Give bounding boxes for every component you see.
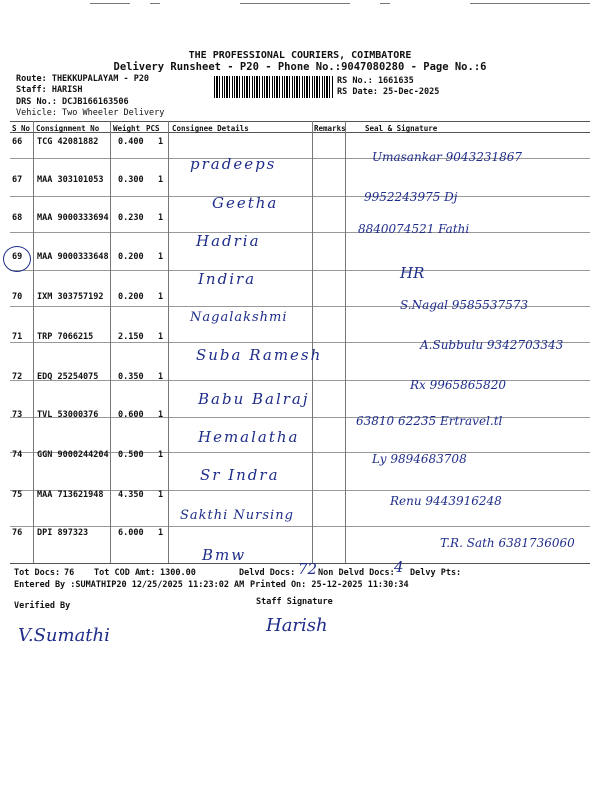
row-sno: 69 [12,252,23,262]
consignee-signature: Sr Indra [200,466,280,484]
row-pcs: 1 [158,137,164,147]
row-consignment: GGN 9000244204 [37,450,109,460]
seal-signature: 63810 62235 Ertravel.tl [356,414,503,428]
row-weight: 0.500 [118,450,144,460]
row-weight: 0.200 [118,292,144,302]
row-weight: 6.000 [118,528,144,538]
row-sno: 68 [12,213,23,223]
col-remarks: Remarks [314,124,346,133]
entered-by: Entered By :SUMATHIP20 12/25/2025 11:23:02 AM [14,580,245,590]
row-pcs: 1 [158,332,164,342]
row-weight: 2.150 [118,332,144,342]
row-consignment: MAA 9000333694 [37,213,109,223]
consignee-signature: Geetha [212,194,279,212]
seal-signature: 9952243975 Dj [364,190,458,204]
route-label: Route: THEKKUPALAYAM - P20 [16,74,150,84]
runsheet-subtitle: Delivery Runsheet - P20 - Phone No.:9047080280 - Page No.:6 [113,61,487,73]
row-sno: 76 [12,528,23,538]
seal-signature: 8840074521 Fathi [358,222,470,236]
tot-cod-value: 1300.00 [160,568,196,578]
row-sno: 74 [12,450,23,460]
row-weight: 4.350 [118,490,144,500]
rs-number: RS No.: 1661635 [337,76,414,86]
tot-docs-label: Tot Docs: [14,568,61,578]
seal-signature: Umasankar 9043231867 [372,150,523,164]
col-weight: Weight [113,124,141,133]
row-pcs: 1 [158,252,164,262]
consignee-signature: Hemalatha [198,428,300,446]
row-weight: 0.600 [118,410,144,420]
row-pcs: 1 [158,372,164,382]
row-sno: 72 [12,372,23,382]
barcode-image [214,76,334,98]
seal-signature: S.Nagal 9585537573 [400,298,529,312]
printed-on: Printed On: 25-12-2025 11:30:34 [250,580,409,590]
row-consignment: MAA 303101053 [37,175,104,185]
row-sno: 71 [12,332,23,342]
verified-by-label: Verified By [14,601,71,611]
row-weight: 0.350 [118,372,144,382]
col-sno: S No [12,124,31,133]
consignee-signature: Nagalakshmi [190,310,288,325]
verified-signature: V.Sumathi [18,625,110,646]
seal-signature: Rx 9965865820 [410,378,506,392]
row-pcs: 1 [158,410,164,420]
row-pcs: 1 [158,450,164,460]
row-consignment: TVL 53000376 [37,410,99,420]
row-consignment: EDQ 25254075 [37,372,99,382]
tot-cod-label: Tot COD Amt: [94,568,156,578]
non-delvd-value: 4 [394,558,404,576]
col-consignee: Consignee Details [172,124,249,133]
row-consignment: TCG 42081882 [37,137,99,147]
consignee-signature: Sakthi Nursing [180,508,294,523]
consignee-signature: Indira [198,270,257,288]
row-pcs: 1 [158,490,164,500]
company-title: THE PROFESSIONAL COURIERS, COIMBATORE [188,50,412,61]
rs-date: RS Date: 25-Dec-2025 [337,87,440,97]
non-delvd-label: Non Delvd Docs: [318,568,395,578]
staff-label: Staff: HARISH [16,85,83,95]
consignee-signature: pradeeps [190,155,277,173]
row-weight: 0.200 [118,252,144,262]
seal-signature: T.R. Sath 6381736060 [440,536,575,550]
col-pcs: PCS [146,124,160,133]
row-consignment: IXM 303757192 [37,292,104,302]
col-seal: Seal & Signature [365,124,438,133]
drs-number: DRS No.: DCJB166163506 [16,97,129,107]
seal-signature: A.Subbulu 9342703343 [420,338,564,352]
seal-signature: HR [400,264,425,282]
staff-signature-label: Staff Signature [256,597,333,607]
consignee-signature: Bmw [202,546,247,564]
col-consignment: Consignment No [36,124,100,133]
consignee-signature: Suba Ramesh [196,346,323,364]
row-consignment: DPI 897323 [37,528,89,538]
vehicle-label: Vehicle: Two Wheeler Delivery [16,108,165,118]
staff-signature: Harish [266,615,328,636]
row-pcs: 1 [158,175,164,185]
row-sno: 70 [12,292,23,302]
row-sno: 75 [12,490,23,500]
seal-signature: Ly 9894683708 [372,452,467,466]
consignee-signature: Babu Balraj [198,390,310,408]
row-weight: 0.400 [118,137,144,147]
row-sno: 67 [12,175,23,185]
tot-docs-value: 76 [64,568,75,578]
consignee-signature: Hadria [196,232,261,250]
seal-signature: Renu 9443916248 [390,494,502,508]
row-weight: 0.230 [118,213,144,223]
row-pcs: 1 [158,528,164,538]
row-pcs: 1 [158,292,164,302]
row-consignment: MAA 9000333648 [37,252,109,262]
delvd-docs-label: Delvd Docs: [239,568,296,578]
row-weight: 0.300 [118,175,144,185]
row-consignment: MAA 713621948 [37,490,104,500]
row-pcs: 1 [158,213,164,223]
row-sno: 66 [12,137,23,147]
row-consignment: TRP 7066215 [37,332,94,342]
delvd-docs-value: 72 [298,560,318,578]
row-sno: 73 [12,410,23,420]
delvy-pts-label: Delvy Pts: [410,568,462,578]
